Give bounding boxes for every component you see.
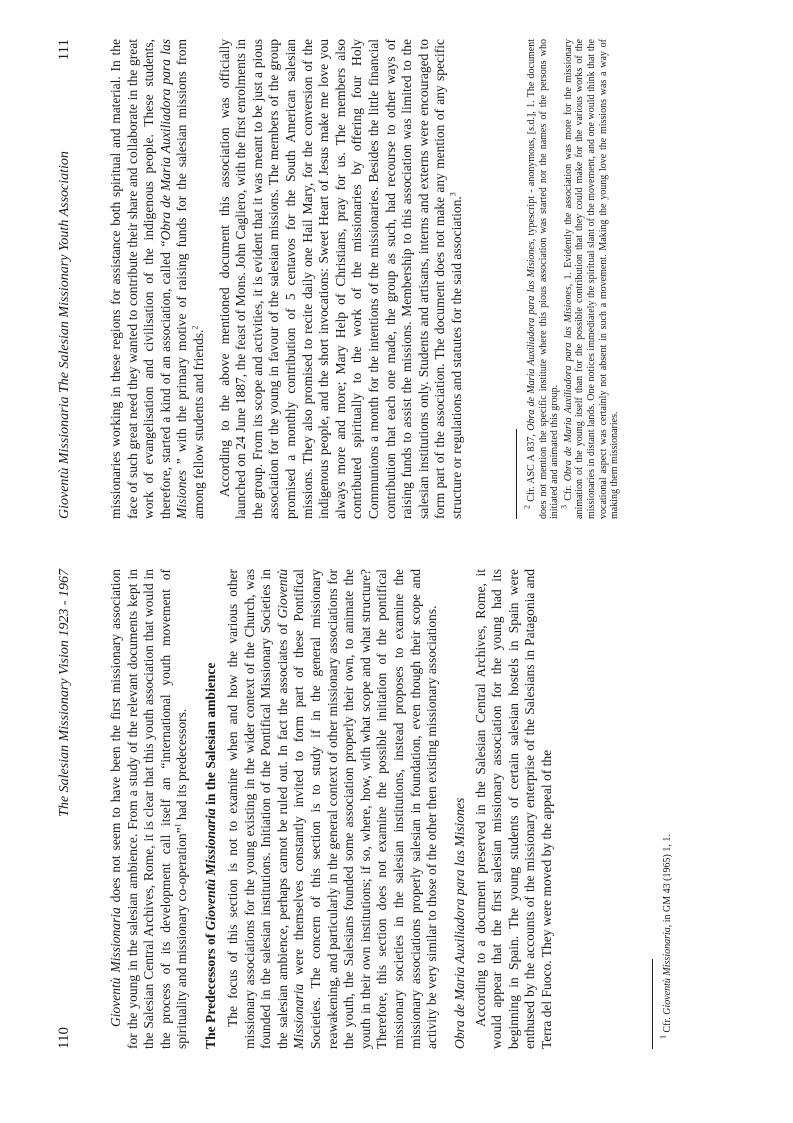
right-paragraph-2 xyxy=(217,39,466,519)
paragraph-text: does not seem to have been the first missionary association for the young in the salesian ambience. From a study of the relevant documents kept in the Salesian Central Archives, Rome, it is clear that this youth association that would in the process of its development call itself an “international youth movement of spirituality and missionary co-operation” xyxy=(108,569,190,1049)
left-body-text xyxy=(108,569,556,1049)
footnote-ref: 2 xyxy=(190,325,200,330)
section-heading-predecessors xyxy=(203,569,219,1049)
paragraph-text: ” with the primary motive of raising funds for the salesian missions from among fellow students and friends. xyxy=(174,39,206,519)
emphasis: “Obra de Maria Auxiliadora para las Misiones xyxy=(157,39,190,519)
heading-text: in the Salesian ambience xyxy=(202,662,218,809)
footnote-2 xyxy=(522,39,561,519)
right-footnotes xyxy=(522,39,623,519)
left-running-title: The Salesian Missionary Vision 1923 - 1967 xyxy=(57,569,72,817)
left-running-head xyxy=(56,569,82,1049)
footnote-number: 1 xyxy=(658,1035,668,1039)
footnote-1 xyxy=(658,569,674,1049)
left-page-number: 110 xyxy=(56,1027,72,1049)
heading-emphasis: Gioventù Missionaria xyxy=(202,808,218,931)
right-paragraph-1 xyxy=(108,39,208,519)
footnote-rule xyxy=(652,959,653,1049)
emphasis: Gioventù Missionaria xyxy=(108,907,123,1027)
paragraph-text: missionaries working in these regions for assistance both spiritual and material. In the face of such great need they wanted to contribute their share and collaborate in the great work of evangelisation and civilisation of the indigenous people. These students, therefore, started a kind of an association, called xyxy=(108,39,173,519)
book-spread xyxy=(56,39,736,1061)
footnote-rule xyxy=(516,429,517,519)
footnote-text: Cfr. xyxy=(562,481,574,505)
footnote-emphasis: Obra de Maria Auxiliadora para las Misiones xyxy=(562,286,574,482)
footnote-number: 2 xyxy=(522,505,532,509)
footnote-ref: 1 xyxy=(173,823,183,828)
paragraph-text: were themselves constantly invited to form part of these Pontifical Societies. The concern of this section is to study if in the general missionary reawakening, and particularly in the general context of other missionary associations for the youth, the Salesians founded some association properly their own, to animate the youth in their own institutions; if so, where, how, with what scope and what structure? Therefore, this section does not examine the possible initiation of the pontifical missionary societies in the salesian institutions, instead proposes to examine the missionary associations properly salesian in foundation, even though their scope and activity be very similar to those of the other then existing missionary associations. xyxy=(291,569,440,1049)
paragraph-text: had its predecessors. xyxy=(174,708,190,824)
left-paragraph-2 xyxy=(225,569,441,1049)
right-page xyxy=(56,39,736,519)
footnote-text: Cfr. ASC A 837, xyxy=(526,430,537,505)
emphasis: Gioventù Missionaria xyxy=(274,569,307,1049)
subsection-heading-obra: Obra de Maria Auxiliadora para las Misiones xyxy=(451,797,467,1049)
left-footnotes xyxy=(658,569,676,1049)
left-paragraph-3: According to a document preserved in the Salesian Central Archives, Rome, it would appear that the first salesian missionary association for the young had its beginning in Spain. The young students of certain salesian hostels in Spain were enthused by the accounts of the missionary enterprise of the Salesians in Patagonia and Terra del Fuoco. They were moved by the appeal of the xyxy=(472,569,555,1049)
paragraph-text: The focus of this section is not to examine when and how the various other missionary associations for the young existing in the wider context of the Church, was founded in the salesian institutions. Initiation of the Pontifical Missionary Societies in the salesian ambience, perhaps cannot be ruled out. In fact the associates of xyxy=(224,569,290,1049)
right-page-number: 111 xyxy=(56,39,72,61)
paragraph-text: According to the above mentioned document this association was officially launched on 24 June 1887, the feast of Mons. John Cagliero, with the first enrolments in the group. From its scope and activities, it is evident that it was meant to be just a pious association for the young in favour of the salesian missions. The members of the group promised a monthly contribution of 5 centavos for the South American salesian missions. They also promised to recite daily one Hail Mary, for the conversion of the indigenous people, and the short invocations: Sweet Heart of Jesus make me love you always more and more; Mary Help of Christians, pray for us. The members also contributed spiritually to the work of the missionaries by offering four Holy Communions a month for the intentions of the missionaries. Besides the little financial contribution that each one made, the group as such, had recourse to other ways of raising funds to assist the missions. Membership to this association was limited to the salesian institutions only. Students and artisans, interns and externs were encouraged to form part of the association. The document does not make any mention of any specific structure or regulations and statutes for the said association. xyxy=(216,39,464,519)
footnote-text: , 1. Evidently the association was more for the missionary animation of the young itself than for the possible contribution that they could make for the various works of the missionaries in distant lands. One notices immediately the spiritual slant of the movement, and one would think that the vocational aspect was certainly not absent in such a movement. Making the young love the missions was a way of making them missionaries. xyxy=(562,39,621,519)
footnote-3 xyxy=(559,39,621,519)
footnote-ref: 3 xyxy=(448,192,458,197)
footnote-emphasis: Obra de Maria Auxiliadora para las Misiones xyxy=(526,241,537,431)
heading-text: The Predecessors of xyxy=(202,930,218,1049)
right-running-title: Gioventù Missionaria The Salesian Missionary Youth Association xyxy=(57,151,72,519)
footnote-number: 3 xyxy=(559,505,569,509)
footnote-emphasis: Gioventù Missionaria xyxy=(662,927,673,1015)
footnote-text: , typescript - anonymous, [s.d.], 1. The document does not mention the specific institute where this pious association was started nor the names of the persons who initiated and animated this group. xyxy=(526,39,561,519)
footnote-text: Cfr. xyxy=(662,1014,673,1035)
right-body-text xyxy=(108,39,465,519)
footnote-text: , in GM 43 (1965) 1, 1. xyxy=(662,834,673,928)
left-page xyxy=(56,569,736,1049)
left-paragraph-1 xyxy=(108,569,191,1049)
right-running-head xyxy=(56,39,82,519)
